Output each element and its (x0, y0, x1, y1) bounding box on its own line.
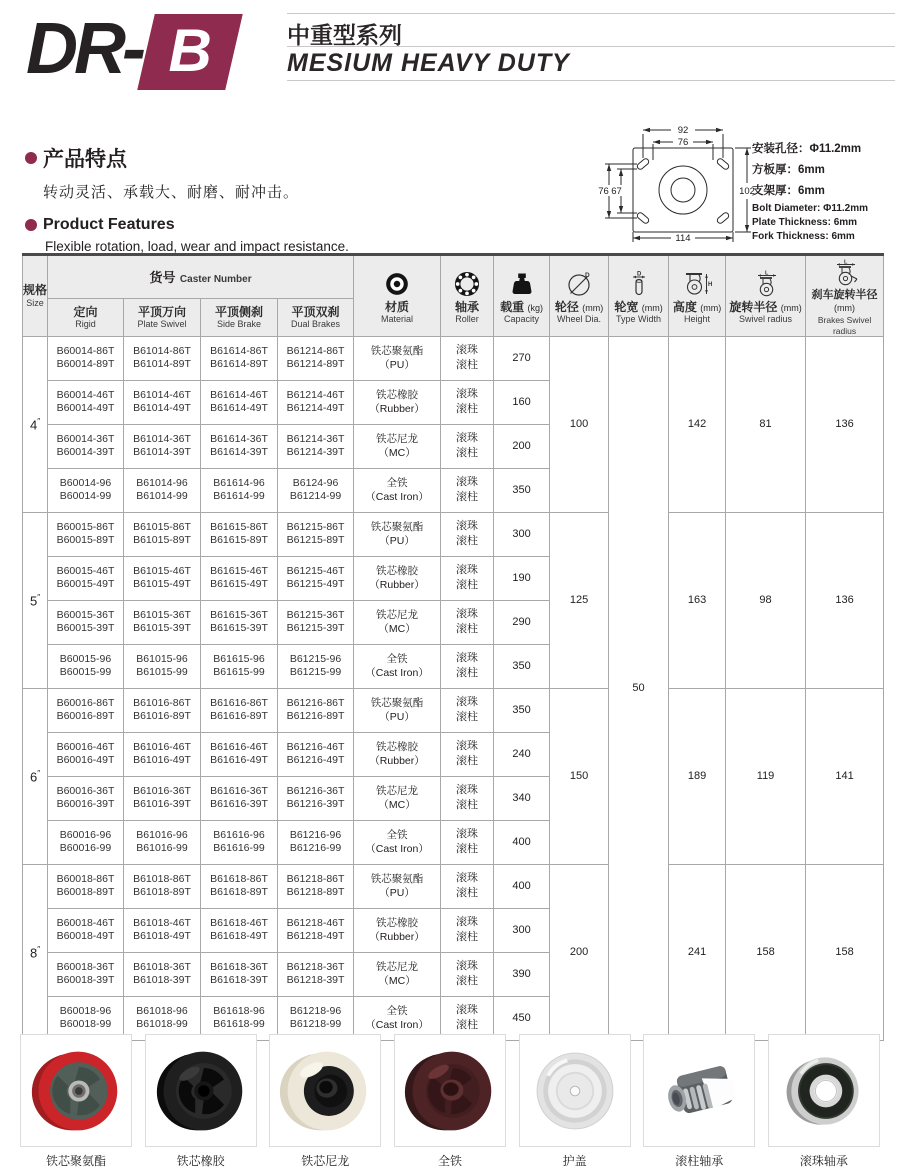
table-row (23, 512, 884, 556)
product-label: 铁芯橡胶 (176, 1154, 225, 1168)
rigid-number-cell: B60015-96 B60015-99 (48, 644, 124, 688)
roller-cell: 滚珠 滚柱 (441, 644, 494, 688)
plate-swivel-number-cell: B61015-96 B61015-99 (124, 644, 201, 688)
plate-swivel-number-cell: B61015-86T B61015-89T (124, 512, 201, 556)
product-label: 铁芯尼龙 (301, 1154, 350, 1168)
side-brake-number-cell: B61615-86T B61615-89T (201, 512, 278, 556)
plate-swivel-number-cell: B61018-86T B61018-89T (124, 864, 201, 908)
dim-bottom: 114 (675, 233, 691, 244)
rigid-number-cell: B60014-36T B60014-39T (48, 424, 124, 468)
material-cell: 全铁 （Cast Iron） (354, 996, 441, 1040)
plate-dimension-drawing (597, 122, 765, 253)
capacity-cell: 400 (494, 820, 550, 864)
capacity-cell: 160 (494, 380, 550, 424)
col-header-caster-number: 货号 Caster Number (48, 255, 354, 299)
capacity-cell: 450 (494, 996, 550, 1040)
roller-cell: 滚珠 滚柱 (441, 732, 494, 776)
logo-b-badge (137, 14, 243, 90)
wheel-dia-cell: 100 (550, 336, 609, 512)
dual-brakes-number-cell: B61216-96 B61216-99 (278, 820, 354, 864)
dual-brakes-number-cell: B61218-36T B61218-39T (278, 952, 354, 996)
roller-cell: 滚珠 滚柱 (441, 600, 494, 644)
dim-top-outer: 92 (677, 125, 689, 136)
capacity-cell: 190 (494, 556, 550, 600)
features-desc-cn: 转动灵活、承载大、耐磨、耐冲击。 (43, 184, 300, 201)
dual-brakes-number-cell: B61215-46T B61215-49T (278, 556, 354, 600)
material-cell: 铁芯尼龙 （MC） (354, 952, 441, 996)
side-brake-number-cell: B61614-46T B61614-49T (201, 380, 278, 424)
material-cell: 铁芯聚氨酯 （PU） (354, 864, 441, 908)
svg-text:L: L (843, 259, 847, 266)
table-row (23, 336, 884, 380)
dim-top-inner: 76 (677, 137, 689, 148)
caster-spec-table (22, 253, 884, 1041)
roller-bearing-icon (454, 271, 480, 297)
product-rubber-wheel (145, 1034, 257, 1169)
dual-brakes-number-cell: B61216-86T B61216-89T (278, 688, 354, 732)
type-width-cell: 50 (609, 336, 669, 1040)
features-title-en: Product Features (43, 216, 175, 233)
features-title-cn: 产品特点 (43, 148, 127, 171)
product-gallery (20, 1034, 880, 1169)
product-label: 滚珠轴承 (799, 1154, 848, 1168)
side-brake-number-cell: B61615-46T B61615-49T (201, 556, 278, 600)
dim-right: 102 (739, 186, 755, 197)
material-cell: 铁芯聚氨酯 （PU） (354, 688, 441, 732)
material-cell: 铁芯聚氨酯 （PU） (354, 336, 441, 380)
height-cell: 241 (669, 864, 726, 1040)
rigid-number-cell: B60015-36T B60015-39T (48, 600, 124, 644)
plate-swivel-number-cell: B61016-36T B61016-39T (124, 776, 201, 820)
swivel-radius-cell: 98 (726, 512, 806, 688)
col-header-capacity: 载重 (kg) Capacity (494, 255, 550, 337)
svg-text:D: D (636, 271, 641, 278)
roller-cell: 滚珠 滚柱 (441, 336, 494, 380)
col-header-wheel-dia: D 轮径 (mm) Wheel Dia. (550, 255, 609, 337)
capacity-cell: 350 (494, 688, 550, 732)
roller-cell: 滚珠 滚柱 (441, 952, 494, 996)
plate-specs (752, 140, 900, 245)
brand-logo (26, 4, 234, 99)
dual-brakes-number-cell: B61218-96 B61218-99 (278, 996, 354, 1040)
dual-brakes-number-cell: B61215-86T B61215-89T (278, 512, 354, 556)
size-cell: 5″ (23, 512, 48, 688)
roller-cell: 滚珠 滚柱 (441, 556, 494, 600)
plate-swivel-number-cell: B61014-36T B61014-39T (124, 424, 201, 468)
side-brake-number-cell: B61618-96 B61618-99 (201, 996, 278, 1040)
rigid-number-cell: B60016-86T B60016-89T (48, 688, 124, 732)
dual-brakes-number-cell: B61215-96 B61215-99 (278, 644, 354, 688)
roller-cell: 滚珠 滚柱 (441, 908, 494, 952)
material-cell: 铁芯聚氨酯 （PU） (354, 512, 441, 556)
side-brake-number-cell: B61614-86T B61614-89T (201, 336, 278, 380)
plate-swivel-number-cell: B61016-86T B61016-89T (124, 688, 201, 732)
pu-wheel-image (28, 1043, 124, 1139)
swivel-radius-cell: 119 (726, 688, 806, 864)
series-title-cn: 中重型系列 (287, 13, 895, 46)
side-brake-number-cell: B61616-96 B61616-99 (201, 820, 278, 864)
brakes-radius-cell: 141 (806, 688, 884, 864)
product-pu-wheel (20, 1034, 132, 1169)
dual-brakes-number-cell: B61214-86T B61214-89T (278, 336, 354, 380)
plate-swivel-number-cell: B61014-46T B61014-49T (124, 380, 201, 424)
ball-bearing-image (776, 1043, 872, 1139)
col-header-size: 规格 Size (23, 255, 48, 337)
product-roller-bearing (643, 1034, 755, 1169)
wheel-dia-cell: 150 (550, 688, 609, 864)
material-cell: 铁芯尼龙 （MC） (354, 776, 441, 820)
plate-swivel-number-cell: B61015-46T B61015-49T (124, 556, 201, 600)
capacity-cell: 290 (494, 600, 550, 644)
plate-swivel-number-cell: B61018-46T B61018-49T (124, 908, 201, 952)
roller-cell: 滚珠 滚柱 (441, 776, 494, 820)
dust-cover-image (527, 1043, 623, 1139)
side-brake-number-cell: B61614-96 B61614-99 (201, 468, 278, 512)
capacity-cell: 200 (494, 424, 550, 468)
capacity-cell: 270 (494, 336, 550, 380)
dual-brakes-number-cell: B61216-46T B61216-49T (278, 732, 354, 776)
col-header-swivel-radius: L 旋转半径 (mm) Swivel radius (726, 255, 806, 337)
spec-line: Fork Thickness: 6mm (752, 231, 855, 242)
svg-text:D: D (585, 271, 590, 279)
rigid-number-cell: B60018-86T B60018-89T (48, 864, 124, 908)
product-label: 护盖 (562, 1154, 587, 1168)
brake-swivel-radius-icon (829, 259, 861, 287)
side-brake-number-cell: B61616-36T B61616-39T (201, 776, 278, 820)
wheel-dia-cell: 125 (550, 512, 609, 688)
capacity-weight-icon (510, 271, 534, 297)
spec-line: 安装孔径：Φ11.2mm (752, 143, 862, 155)
plate-swivel-number-cell: B61014-86T B61014-89T (124, 336, 201, 380)
material-cell: 铁芯尼龙 （MC） (354, 424, 441, 468)
logo-dr-text: DR- (26, 9, 142, 89)
series-title-en: MESlUM HEAVY DUTY (287, 46, 895, 81)
capacity-cell: 350 (494, 468, 550, 512)
capacity-cell: 240 (494, 732, 550, 776)
capacity-cell: 300 (494, 908, 550, 952)
product-label: 铁芯聚氨酯 (45, 1154, 106, 1168)
spec-line: Bolt Diameter: Φ11.2mm (752, 203, 869, 214)
col-header-roller: 轴承 Roller (441, 255, 494, 337)
product-features-section (25, 143, 455, 254)
cast-iron-wheel-image (402, 1043, 498, 1139)
product-label: 滚柱轴承 (675, 1154, 724, 1168)
rigid-number-cell: B60016-36T B60016-39T (48, 776, 124, 820)
product-nylon-wheel (269, 1034, 381, 1169)
roller-cell: 滚珠 滚柱 (441, 380, 494, 424)
height-cell: 163 (669, 512, 726, 688)
rigid-number-cell: B60014-46T B60014-49T (48, 380, 124, 424)
dual-brakes-number-cell: B61214-46T B61214-49T (278, 380, 354, 424)
col-header-side-brake: 平顶侧刹 Side Brake (201, 298, 278, 336)
product-label: 全铁 (437, 1154, 462, 1168)
table-row (23, 864, 884, 908)
size-cell: 8″ (23, 864, 48, 1040)
height-cell: 142 (669, 336, 726, 512)
col-header-dual-brakes: 平顶双刹 Dual Brakes (278, 298, 354, 336)
col-header-plate-swivel: 平顶万向 Plate Swivel (124, 298, 201, 336)
series-title (287, 13, 895, 81)
logo-b-text: B (168, 17, 212, 84)
roller-cell: 滚珠 滚柱 (441, 864, 494, 908)
rigid-number-cell: B60016-46T B60016-49T (48, 732, 124, 776)
material-cell: 全铁 （Cast Iron） (354, 644, 441, 688)
capacity-cell: 300 (494, 512, 550, 556)
side-brake-number-cell: B61614-36T B61614-39T (201, 424, 278, 468)
rigid-number-cell: B60018-96 B60018-99 (48, 996, 124, 1040)
svg-text:H: H (708, 281, 713, 288)
brakes-radius-cell: 136 (806, 512, 884, 688)
capacity-cell: 390 (494, 952, 550, 996)
side-brake-number-cell: B61618-46T B61618-49T (201, 908, 278, 952)
bullet-icon (25, 152, 37, 164)
col-header-material: 材质 Material (354, 255, 441, 337)
side-brake-number-cell: B61616-86T B61616-89T (201, 688, 278, 732)
side-brake-number-cell: B61618-86T B61618-89T (201, 864, 278, 908)
side-brake-number-cell: B61618-36T B61618-39T (201, 952, 278, 996)
material-cell: 铁芯橡胶 （Rubber） (354, 908, 441, 952)
svg-text:L: L (764, 270, 768, 277)
rigid-number-cell: B60016-96 B60016-99 (48, 820, 124, 864)
roller-bearing-image (651, 1043, 747, 1139)
roller-cell: 滚珠 滚柱 (441, 820, 494, 864)
dual-brakes-number-cell: B61218-86T B61218-89T (278, 864, 354, 908)
rigid-number-cell: B60014-86T B60014-89T (48, 336, 124, 380)
table-row (23, 688, 884, 732)
dim-left-inner: 67 (611, 186, 622, 197)
plate-swivel-number-cell: B61018-96 B61018-99 (124, 996, 201, 1040)
capacity-cell: 340 (494, 776, 550, 820)
material-icon (384, 271, 410, 297)
plate-swivel-number-cell: B61018-36T B61018-39T (124, 952, 201, 996)
material-cell: 铁芯橡胶 （Rubber） (354, 380, 441, 424)
roller-cell: 滚珠 滚柱 (441, 424, 494, 468)
rubber-wheel-image (153, 1043, 249, 1139)
height-cell: 189 (669, 688, 726, 864)
dual-brakes-number-cell: B61218-46T B61218-49T (278, 908, 354, 952)
brakes-radius-cell: 158 (806, 864, 884, 1040)
spec-table-body (23, 336, 884, 1040)
spec-line: 支架厚：6mm (752, 185, 825, 197)
spec-line: 方板厚：6mm (752, 164, 825, 176)
wheel-diameter-icon (565, 270, 593, 298)
swivel-radius-cell: 158 (726, 864, 806, 1040)
rigid-number-cell: B60014-96 B60014-99 (48, 468, 124, 512)
product-dust-cover (519, 1034, 631, 1169)
dim-left-outer: 76 (598, 186, 609, 197)
swivel-radius-cell: 81 (726, 336, 806, 512)
roller-cell: 滚珠 滚柱 (441, 996, 494, 1040)
bullet-icon (25, 219, 37, 231)
material-cell: 铁芯橡胶 （Rubber） (354, 732, 441, 776)
capacity-cell: 400 (494, 864, 550, 908)
material-cell: 全铁 （Cast Iron） (354, 468, 441, 512)
col-header-rigid: 定向 Rigid (48, 298, 124, 336)
col-header-type-width: D 轮宽 (mm) Type Width (609, 255, 669, 337)
rigid-number-cell: B60015-86T B60015-89T (48, 512, 124, 556)
brakes-radius-cell: 136 (806, 336, 884, 512)
features-desc-en: Flexible rotation, load, wear and impact resistance. (45, 239, 349, 254)
col-header-brakes-radius: L 刹车旋转半径 (mm) Brakes Swivel radius (806, 255, 884, 337)
material-cell: 全铁 （Cast Iron） (354, 820, 441, 864)
dual-brakes-number-cell: B61214-36T B61214-39T (278, 424, 354, 468)
wheel-dia-cell: 200 (550, 864, 609, 1040)
size-cell: 6″ (23, 688, 48, 864)
material-cell: 铁芯尼龙 （MC） (354, 600, 441, 644)
plate-swivel-number-cell: B61014-96 B61014-99 (124, 468, 201, 512)
nylon-wheel-image (277, 1043, 373, 1139)
product-ball-bearing (768, 1034, 880, 1169)
plate-swivel-number-cell: B61016-46T B61016-49T (124, 732, 201, 776)
plate-swivel-number-cell: B61016-96 B61016-99 (124, 820, 201, 864)
dual-brakes-number-cell: B61216-36T B61216-39T (278, 776, 354, 820)
roller-cell: 滚珠 滚柱 (441, 512, 494, 556)
roller-cell: 滚珠 滚柱 (441, 688, 494, 732)
dual-brakes-number-cell: B61215-36T B61215-39T (278, 600, 354, 644)
rigid-number-cell: B60018-36T B60018-39T (48, 952, 124, 996)
caster-height-icon (682, 270, 712, 298)
size-cell: 4″ (23, 336, 48, 512)
side-brake-number-cell: B61615-96 B61615-99 (201, 644, 278, 688)
product-cast-iron-wheel (394, 1034, 506, 1169)
dual-brakes-number-cell: B6124-96 B61214-99 (278, 468, 354, 512)
plate-swivel-number-cell: B61015-36T B61015-39T (124, 600, 201, 644)
capacity-cell: 350 (494, 644, 550, 688)
spec-line: Plate Thickness: 6mm (752, 217, 858, 228)
side-brake-number-cell: B61615-36T B61615-39T (201, 600, 278, 644)
col-header-height: H 高度 (mm) Height (669, 255, 726, 337)
roller-cell: 滚珠 滚柱 (441, 468, 494, 512)
material-cell: 铁芯橡胶 （Rubber） (354, 556, 441, 600)
wheel-width-icon (627, 270, 651, 298)
side-brake-number-cell: B61616-46T B61616-49T (201, 732, 278, 776)
rigid-number-cell: B60015-46T B60015-49T (48, 556, 124, 600)
rigid-number-cell: B60018-46T B60018-49T (48, 908, 124, 952)
swivel-radius-icon (751, 270, 781, 298)
